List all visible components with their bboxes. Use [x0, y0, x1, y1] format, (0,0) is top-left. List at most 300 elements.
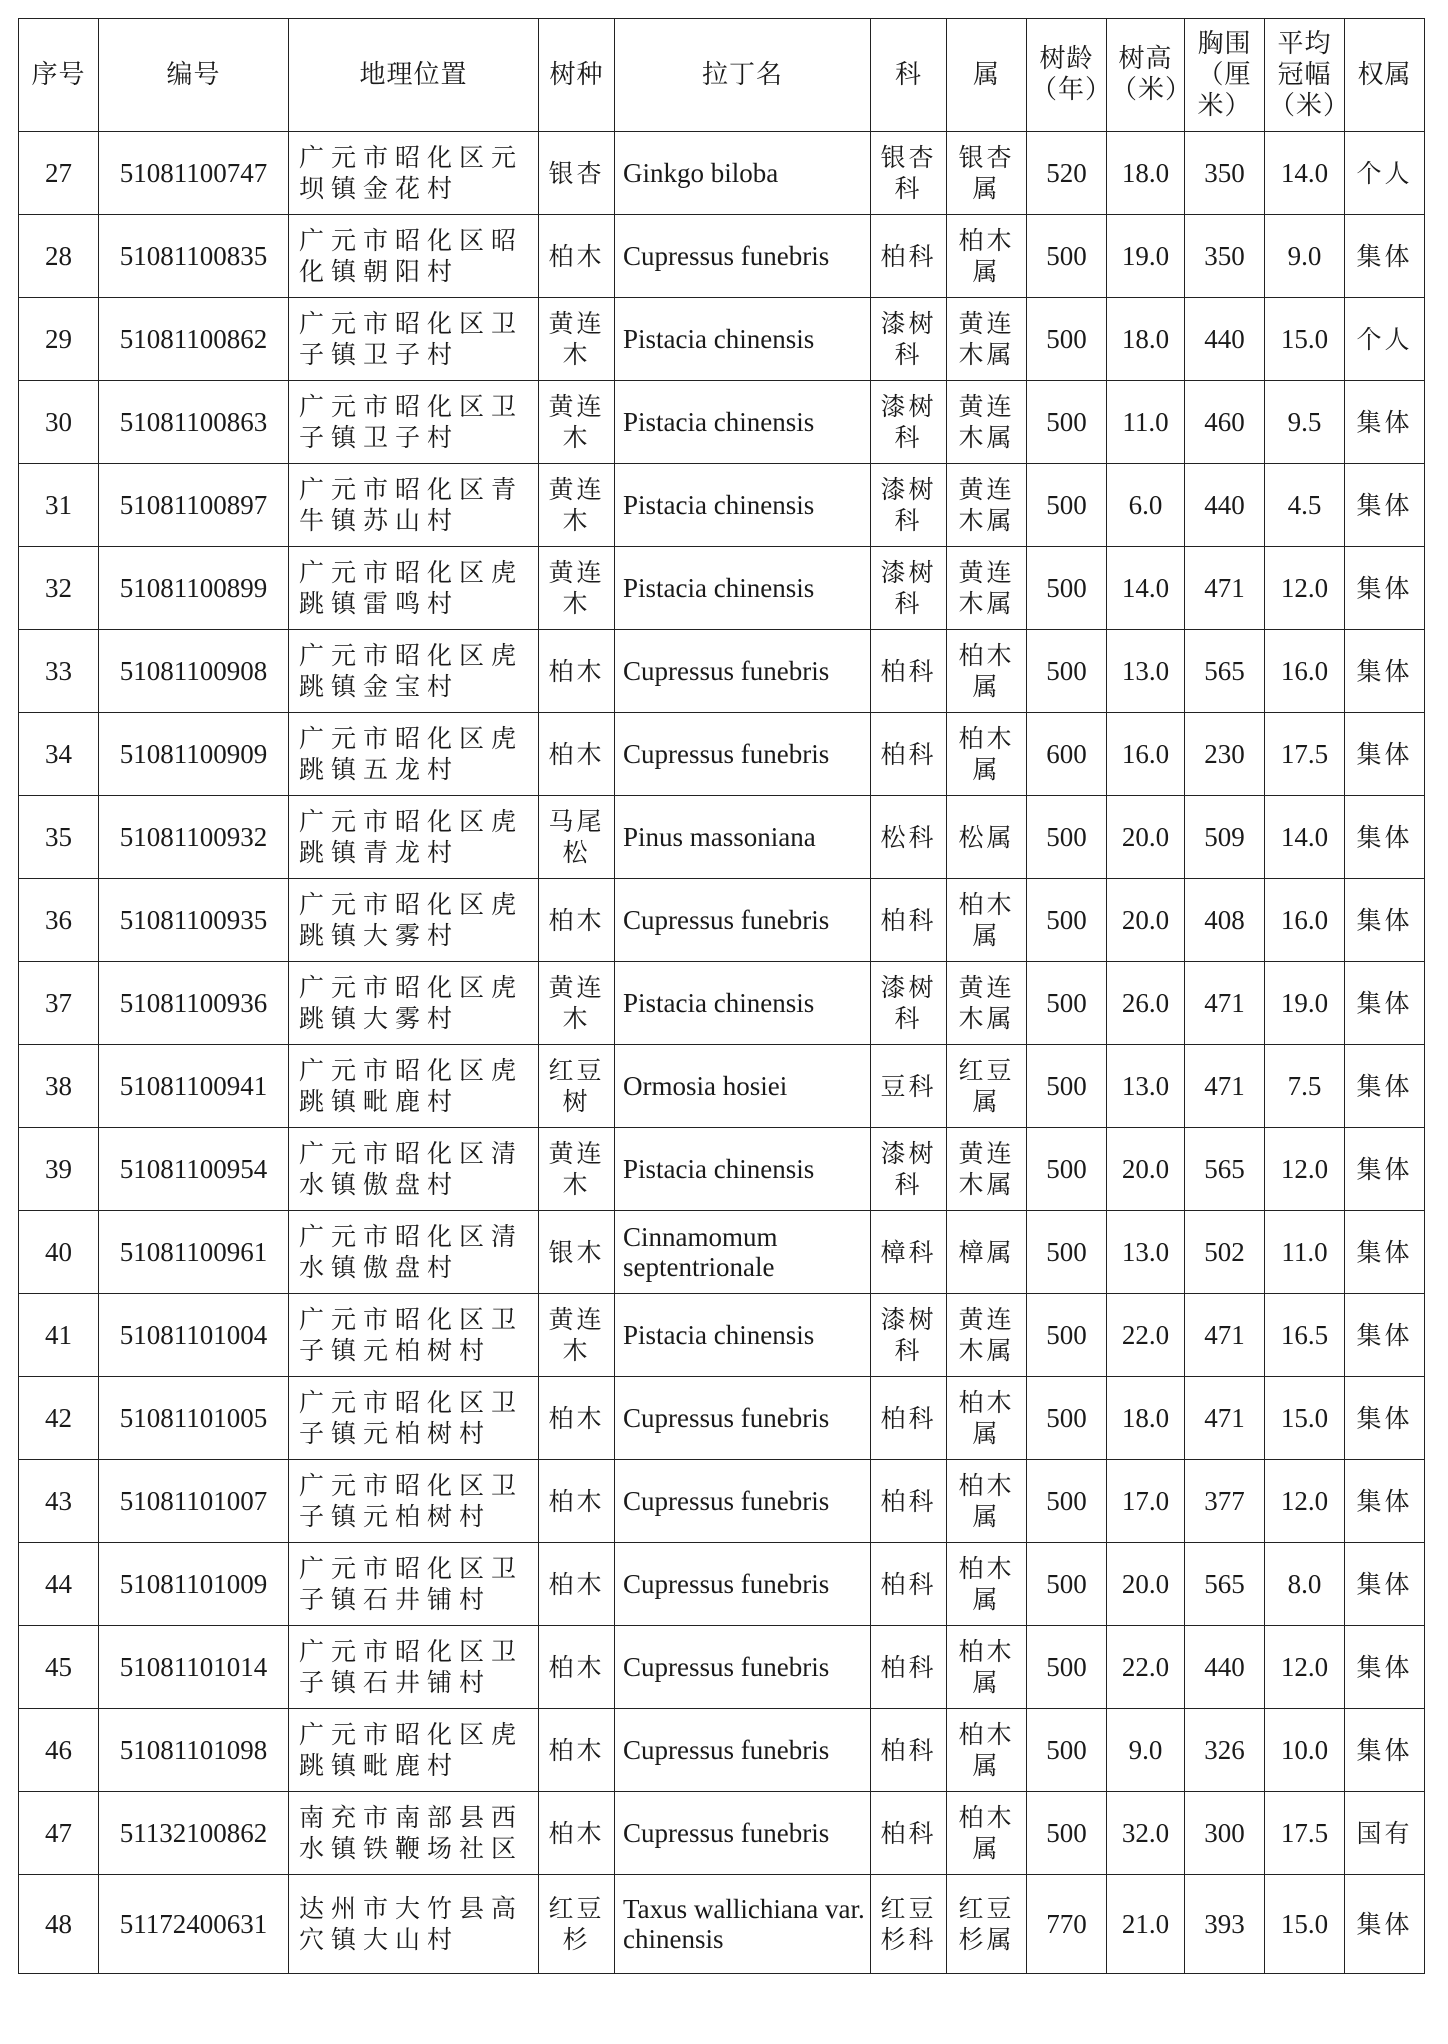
- cell-location: 广元市昭化区昭化镇朝阳村: [289, 215, 539, 298]
- cell-code: 51132100862: [99, 1792, 289, 1875]
- cell-family: 红豆杉科: [871, 1875, 947, 1974]
- cell-height: 19.0: [1107, 215, 1185, 298]
- cell-code: 51081100909: [99, 713, 289, 796]
- cell-family: 柏科: [871, 713, 947, 796]
- table-row: [19, 630, 1425, 713]
- cell-latin-name: Pistacia chinensis: [615, 1128, 871, 1211]
- cell-girth: 460: [1185, 381, 1265, 464]
- cell-code: 51081100954: [99, 1128, 289, 1211]
- cell-family: 漆树科: [871, 298, 947, 381]
- cell-species: 柏木: [539, 1543, 615, 1626]
- cell-age: 770: [1027, 1875, 1107, 1974]
- cell-girth: 440: [1185, 464, 1265, 547]
- cell-height: 22.0: [1107, 1626, 1185, 1709]
- cell-code: 51081101005: [99, 1377, 289, 1460]
- cell-ownership: 集体: [1345, 879, 1425, 962]
- header-girth: 胸围（厘米）: [1185, 19, 1265, 132]
- cell-ownership: 集体: [1345, 1294, 1425, 1377]
- cell-location: 广元市昭化区卫子镇卫子村: [289, 381, 539, 464]
- cell-location: 广元市昭化区清水镇傲盘村: [289, 1128, 539, 1211]
- cell-height: 13.0: [1107, 1045, 1185, 1128]
- cell-genus: 红豆杉属: [947, 1875, 1027, 1974]
- cell-girth: 408: [1185, 879, 1265, 962]
- cell-height: 13.0: [1107, 1211, 1185, 1294]
- cell-location: 广元市昭化区虎跳镇毗鹿村: [289, 1709, 539, 1792]
- cell-ownership: 集体: [1345, 796, 1425, 879]
- cell-location: 广元市昭化区青牛镇苏山村: [289, 464, 539, 547]
- cell-crown: 8.0: [1265, 1543, 1345, 1626]
- cell-latin-name: Cupressus funebris: [615, 1543, 871, 1626]
- cell-girth: 502: [1185, 1211, 1265, 1294]
- cell-index: 30: [19, 381, 99, 464]
- table-row: [19, 464, 1425, 547]
- cell-height: 22.0: [1107, 1294, 1185, 1377]
- cell-family: 柏科: [871, 1709, 947, 1792]
- cell-index: 46: [19, 1709, 99, 1792]
- cell-ownership: 集体: [1345, 630, 1425, 713]
- cell-index: 29: [19, 298, 99, 381]
- cell-age: 500: [1027, 1792, 1107, 1875]
- cell-family: 漆树科: [871, 464, 947, 547]
- cell-code: 51081100932: [99, 796, 289, 879]
- header-genus: 属: [947, 19, 1027, 132]
- cell-genus: 柏木属: [947, 1377, 1027, 1460]
- cell-height: 6.0: [1107, 464, 1185, 547]
- table-row: [19, 1211, 1425, 1294]
- cell-ownership: 集体: [1345, 381, 1425, 464]
- cell-latin-name: Pistacia chinensis: [615, 381, 871, 464]
- cell-ownership: 个人: [1345, 298, 1425, 381]
- cell-latin-name: Cupressus funebris: [615, 1792, 871, 1875]
- header-code: 编号: [99, 19, 289, 132]
- cell-species: 柏木: [539, 1626, 615, 1709]
- cell-code: 51081100935: [99, 879, 289, 962]
- cell-family: 柏科: [871, 630, 947, 713]
- cell-family: 柏科: [871, 1792, 947, 1875]
- cell-crown: 4.5: [1265, 464, 1345, 547]
- cell-genus: 柏木属: [947, 1460, 1027, 1543]
- cell-species: 银木: [539, 1211, 615, 1294]
- cell-height: 18.0: [1107, 132, 1185, 215]
- cell-species: 柏木: [539, 1460, 615, 1543]
- cell-location: 广元市昭化区卫子镇卫子村: [289, 298, 539, 381]
- cell-height: 20.0: [1107, 796, 1185, 879]
- cell-age: 500: [1027, 1128, 1107, 1211]
- cell-code: 51081101004: [99, 1294, 289, 1377]
- cell-crown: 9.5: [1265, 381, 1345, 464]
- header-index: 序号: [19, 19, 99, 132]
- header-family: 科: [871, 19, 947, 132]
- cell-crown: 7.5: [1265, 1045, 1345, 1128]
- cell-crown: 11.0: [1265, 1211, 1345, 1294]
- cell-genus: 柏木属: [947, 879, 1027, 962]
- cell-age: 500: [1027, 1377, 1107, 1460]
- cell-height: 11.0: [1107, 381, 1185, 464]
- cell-genus: 红豆属: [947, 1045, 1027, 1128]
- cell-family: 柏科: [871, 215, 947, 298]
- cell-latin-name: Cupressus funebris: [615, 879, 871, 962]
- header-latin-name: 拉丁名: [615, 19, 871, 132]
- cell-genus: 黄连木属: [947, 1294, 1027, 1377]
- cell-height: 32.0: [1107, 1792, 1185, 1875]
- cell-crown: 17.5: [1265, 713, 1345, 796]
- cell-family: 柏科: [871, 1460, 947, 1543]
- cell-height: 17.0: [1107, 1460, 1185, 1543]
- cell-location: 广元市昭化区卫子镇元柏树村: [289, 1294, 539, 1377]
- cell-age: 520: [1027, 132, 1107, 215]
- cell-index: 41: [19, 1294, 99, 1377]
- cell-species: 柏木: [539, 630, 615, 713]
- cell-height: 18.0: [1107, 298, 1185, 381]
- cell-ownership: 集体: [1345, 1211, 1425, 1294]
- cell-index: 34: [19, 713, 99, 796]
- cell-latin-name: Pistacia chinensis: [615, 547, 871, 630]
- cell-girth: 471: [1185, 1377, 1265, 1460]
- cell-species: 红豆树: [539, 1045, 615, 1128]
- cell-genus: 黄连木属: [947, 381, 1027, 464]
- cell-height: 14.0: [1107, 547, 1185, 630]
- cell-girth: 471: [1185, 1045, 1265, 1128]
- cell-girth: 377: [1185, 1460, 1265, 1543]
- cell-genus: 黄连木属: [947, 464, 1027, 547]
- cell-location: 广元市昭化区清水镇傲盘村: [289, 1211, 539, 1294]
- cell-age: 500: [1027, 962, 1107, 1045]
- cell-code: 51081101009: [99, 1543, 289, 1626]
- cell-family: 漆树科: [871, 381, 947, 464]
- cell-species: 柏木: [539, 215, 615, 298]
- table-row: [19, 796, 1425, 879]
- cell-family: 柏科: [871, 1543, 947, 1626]
- table-row: [19, 1128, 1425, 1211]
- cell-girth: 471: [1185, 547, 1265, 630]
- cell-height: 20.0: [1107, 1128, 1185, 1211]
- cell-species: 柏木: [539, 1709, 615, 1792]
- cell-ownership: 集体: [1345, 1460, 1425, 1543]
- table-header-row: [19, 19, 1425, 132]
- cell-index: 33: [19, 630, 99, 713]
- cell-species: 黄连木: [539, 1294, 615, 1377]
- cell-code: 51081100747: [99, 132, 289, 215]
- cell-age: 500: [1027, 298, 1107, 381]
- cell-code: 51081101098: [99, 1709, 289, 1792]
- cell-genus: 柏木属: [947, 630, 1027, 713]
- ancient-tree-table: [18, 18, 1425, 1974]
- cell-species: 银杏: [539, 132, 615, 215]
- cell-girth: 393: [1185, 1875, 1265, 1974]
- cell-latin-name: Pistacia chinensis: [615, 962, 871, 1045]
- cell-location: 广元市昭化区虎跳镇金宝村: [289, 630, 539, 713]
- cell-location: 南充市南部县西水镇铁鞭场社区: [289, 1792, 539, 1875]
- header-location: 地理位置: [289, 19, 539, 132]
- cell-age: 500: [1027, 630, 1107, 713]
- cell-code: 51081100908: [99, 630, 289, 713]
- cell-location: 广元市昭化区虎跳镇雷鸣村: [289, 547, 539, 630]
- cell-latin-name: Cupressus funebris: [615, 630, 871, 713]
- header-crown: 平均冠幅（米）: [1265, 19, 1345, 132]
- cell-latin-name: Pistacia chinensis: [615, 1294, 871, 1377]
- cell-age: 500: [1027, 1211, 1107, 1294]
- cell-age: 500: [1027, 1709, 1107, 1792]
- cell-location: 广元市昭化区卫子镇元柏树村: [289, 1460, 539, 1543]
- cell-code: 51081100941: [99, 1045, 289, 1128]
- cell-latin-name: Taxus wallichiana var. chinensis: [615, 1875, 871, 1974]
- table-row: [19, 1626, 1425, 1709]
- cell-ownership: 集体: [1345, 1377, 1425, 1460]
- cell-ownership: 集体: [1345, 1128, 1425, 1211]
- cell-height: 21.0: [1107, 1875, 1185, 1974]
- cell-crown: 10.0: [1265, 1709, 1345, 1792]
- cell-species: 柏木: [539, 713, 615, 796]
- cell-genus: 黄连木属: [947, 547, 1027, 630]
- cell-species: 黄连木: [539, 381, 615, 464]
- table-row: [19, 1543, 1425, 1626]
- cell-ownership: 国有: [1345, 1792, 1425, 1875]
- cell-code: 51081100897: [99, 464, 289, 547]
- cell-index: 48: [19, 1875, 99, 1974]
- cell-girth: 440: [1185, 298, 1265, 381]
- cell-family: 银杏科: [871, 132, 947, 215]
- cell-crown: 9.0: [1265, 215, 1345, 298]
- cell-code: 51081100899: [99, 547, 289, 630]
- cell-latin-name: Ormosia hosiei: [615, 1045, 871, 1128]
- cell-crown: 12.0: [1265, 547, 1345, 630]
- cell-height: 18.0: [1107, 1377, 1185, 1460]
- cell-genus: 樟属: [947, 1211, 1027, 1294]
- cell-latin-name: Pistacia chinensis: [615, 464, 871, 547]
- cell-species: 柏木: [539, 879, 615, 962]
- cell-index: 38: [19, 1045, 99, 1128]
- table-row: [19, 381, 1425, 464]
- cell-crown: 12.0: [1265, 1460, 1345, 1543]
- cell-height: 13.0: [1107, 630, 1185, 713]
- cell-species: 黄连木: [539, 298, 615, 381]
- table-row: [19, 1294, 1425, 1377]
- cell-genus: 柏木属: [947, 1543, 1027, 1626]
- cell-code: 51081100936: [99, 962, 289, 1045]
- cell-code: 51081100961: [99, 1211, 289, 1294]
- table-row: [19, 215, 1425, 298]
- cell-genus: 柏木属: [947, 1709, 1027, 1792]
- table-row: [19, 298, 1425, 381]
- cell-latin-name: Cupressus funebris: [615, 713, 871, 796]
- cell-index: 31: [19, 464, 99, 547]
- cell-age: 500: [1027, 1626, 1107, 1709]
- cell-species: 柏木: [539, 1792, 615, 1875]
- cell-genus: 黄连木属: [947, 962, 1027, 1045]
- cell-ownership: 个人: [1345, 132, 1425, 215]
- cell-location: 广元市昭化区虎跳镇五龙村: [289, 713, 539, 796]
- cell-family: 柏科: [871, 879, 947, 962]
- cell-age: 500: [1027, 464, 1107, 547]
- cell-crown: 15.0: [1265, 298, 1345, 381]
- cell-girth: 440: [1185, 1626, 1265, 1709]
- cell-age: 500: [1027, 879, 1107, 962]
- cell-ownership: 集体: [1345, 1045, 1425, 1128]
- cell-code: 51081101007: [99, 1460, 289, 1543]
- cell-girth: 565: [1185, 630, 1265, 713]
- cell-species: 黄连木: [539, 1128, 615, 1211]
- cell-index: 42: [19, 1377, 99, 1460]
- cell-age: 500: [1027, 1294, 1107, 1377]
- cell-latin-name: Cinnamomum septentrionale: [615, 1211, 871, 1294]
- cell-family: 樟科: [871, 1211, 947, 1294]
- cell-girth: 300: [1185, 1792, 1265, 1875]
- cell-code: 51172400631: [99, 1875, 289, 1974]
- cell-family: 柏科: [871, 1377, 947, 1460]
- table-row: [19, 1792, 1425, 1875]
- table-row: [19, 1045, 1425, 1128]
- cell-crown: 15.0: [1265, 1875, 1345, 1974]
- cell-index: 47: [19, 1792, 99, 1875]
- cell-girth: 326: [1185, 1709, 1265, 1792]
- cell-girth: 471: [1185, 1294, 1265, 1377]
- cell-ownership: 集体: [1345, 713, 1425, 796]
- cell-index: 27: [19, 132, 99, 215]
- cell-crown: 16.0: [1265, 630, 1345, 713]
- cell-code: 51081101014: [99, 1626, 289, 1709]
- cell-height: 20.0: [1107, 1543, 1185, 1626]
- cell-crown: 19.0: [1265, 962, 1345, 1045]
- cell-age: 500: [1027, 1543, 1107, 1626]
- cell-ownership: 集体: [1345, 962, 1425, 1045]
- header-ownership: 权属: [1345, 19, 1425, 132]
- cell-code: 51081100863: [99, 381, 289, 464]
- cell-genus: 柏木属: [947, 1626, 1027, 1709]
- cell-family: 柏科: [871, 1626, 947, 1709]
- table-row: [19, 1377, 1425, 1460]
- cell-species: 黄连木: [539, 547, 615, 630]
- cell-family: 漆树科: [871, 1128, 947, 1211]
- cell-genus: 柏木属: [947, 215, 1027, 298]
- cell-location: 广元市昭化区虎跳镇大雾村: [289, 962, 539, 1045]
- cell-family: 松科: [871, 796, 947, 879]
- cell-crown: 15.0: [1265, 1377, 1345, 1460]
- cell-code: 51081100835: [99, 215, 289, 298]
- cell-code: 51081100862: [99, 298, 289, 381]
- cell-index: 32: [19, 547, 99, 630]
- cell-index: 36: [19, 879, 99, 962]
- cell-latin-name: Cupressus funebris: [615, 1377, 871, 1460]
- cell-girth: 509: [1185, 796, 1265, 879]
- cell-height: 26.0: [1107, 962, 1185, 1045]
- table-row: [19, 1709, 1425, 1792]
- cell-location: 广元市昭化区卫子镇石井铺村: [289, 1543, 539, 1626]
- cell-age: 600: [1027, 713, 1107, 796]
- cell-latin-name: Cupressus funebris: [615, 215, 871, 298]
- cell-genus: 柏木属: [947, 713, 1027, 796]
- header-species: 树种: [539, 19, 615, 132]
- table-row: [19, 962, 1425, 1045]
- cell-girth: 350: [1185, 215, 1265, 298]
- table-row: [19, 132, 1425, 215]
- cell-girth: 230: [1185, 713, 1265, 796]
- header-age: 树龄（年）: [1027, 19, 1107, 132]
- cell-genus: 松属: [947, 796, 1027, 879]
- cell-species: 黄连木: [539, 464, 615, 547]
- cell-family: 漆树科: [871, 547, 947, 630]
- table-row: [19, 1460, 1425, 1543]
- table-body: [19, 132, 1425, 1974]
- cell-index: 44: [19, 1543, 99, 1626]
- cell-crown: 16.0: [1265, 879, 1345, 962]
- cell-index: 28: [19, 215, 99, 298]
- cell-location: 广元市昭化区虎跳镇大雾村: [289, 879, 539, 962]
- cell-latin-name: Cupressus funebris: [615, 1460, 871, 1543]
- cell-species: 红豆杉: [539, 1875, 615, 1974]
- cell-latin-name: Pistacia chinensis: [615, 298, 871, 381]
- cell-age: 500: [1027, 381, 1107, 464]
- cell-family: 漆树科: [871, 1294, 947, 1377]
- cell-genus: 黄连木属: [947, 1128, 1027, 1211]
- cell-age: 500: [1027, 1460, 1107, 1543]
- cell-location: 广元市昭化区卫子镇石井铺村: [289, 1626, 539, 1709]
- cell-girth: 471: [1185, 962, 1265, 1045]
- cell-ownership: 集体: [1345, 1543, 1425, 1626]
- cell-ownership: 集体: [1345, 1709, 1425, 1792]
- cell-latin-name: Ginkgo biloba: [615, 132, 871, 215]
- cell-location: 广元市昭化区卫子镇元柏树村: [289, 1377, 539, 1460]
- cell-species: 黄连木: [539, 962, 615, 1045]
- header-height: 树高（米）: [1107, 19, 1185, 132]
- cell-age: 500: [1027, 796, 1107, 879]
- cell-index: 37: [19, 962, 99, 1045]
- table-row: [19, 1875, 1425, 1974]
- cell-species: 马尾松: [539, 796, 615, 879]
- cell-index: 39: [19, 1128, 99, 1211]
- cell-girth: 350: [1185, 132, 1265, 215]
- cell-index: 40: [19, 1211, 99, 1294]
- cell-index: 45: [19, 1626, 99, 1709]
- cell-genus: 银杏属: [947, 132, 1027, 215]
- cell-location: 广元市昭化区虎跳镇青龙村: [289, 796, 539, 879]
- cell-family: 豆科: [871, 1045, 947, 1128]
- cell-location: 广元市昭化区元坝镇金花村: [289, 132, 539, 215]
- cell-ownership: 集体: [1345, 215, 1425, 298]
- cell-crown: 12.0: [1265, 1128, 1345, 1211]
- cell-height: 16.0: [1107, 713, 1185, 796]
- cell-age: 500: [1027, 547, 1107, 630]
- cell-latin-name: Pinus massoniana: [615, 796, 871, 879]
- cell-location: 达州市大竹县高穴镇大山村: [289, 1875, 539, 1974]
- cell-height: 9.0: [1107, 1709, 1185, 1792]
- cell-girth: 565: [1185, 1128, 1265, 1211]
- cell-genus: 柏木属: [947, 1792, 1027, 1875]
- table-row: [19, 547, 1425, 630]
- cell-index: 35: [19, 796, 99, 879]
- cell-height: 20.0: [1107, 879, 1185, 962]
- cell-ownership: 集体: [1345, 547, 1425, 630]
- cell-crown: 14.0: [1265, 132, 1345, 215]
- cell-crown: 16.5: [1265, 1294, 1345, 1377]
- cell-genus: 黄连木属: [947, 298, 1027, 381]
- cell-age: 500: [1027, 1045, 1107, 1128]
- table-row: [19, 879, 1425, 962]
- cell-index: 43: [19, 1460, 99, 1543]
- cell-ownership: 集体: [1345, 464, 1425, 547]
- cell-species: 柏木: [539, 1377, 615, 1460]
- cell-girth: 565: [1185, 1543, 1265, 1626]
- cell-latin-name: Cupressus funebris: [615, 1709, 871, 1792]
- cell-latin-name: Cupressus funebris: [615, 1626, 871, 1709]
- cell-ownership: 集体: [1345, 1626, 1425, 1709]
- cell-ownership: 集体: [1345, 1875, 1425, 1974]
- cell-age: 500: [1027, 215, 1107, 298]
- cell-location: 广元市昭化区虎跳镇毗鹿村: [289, 1045, 539, 1128]
- cell-crown: 14.0: [1265, 796, 1345, 879]
- table-row: [19, 713, 1425, 796]
- cell-family: 漆树科: [871, 962, 947, 1045]
- cell-crown: 17.5: [1265, 1792, 1345, 1875]
